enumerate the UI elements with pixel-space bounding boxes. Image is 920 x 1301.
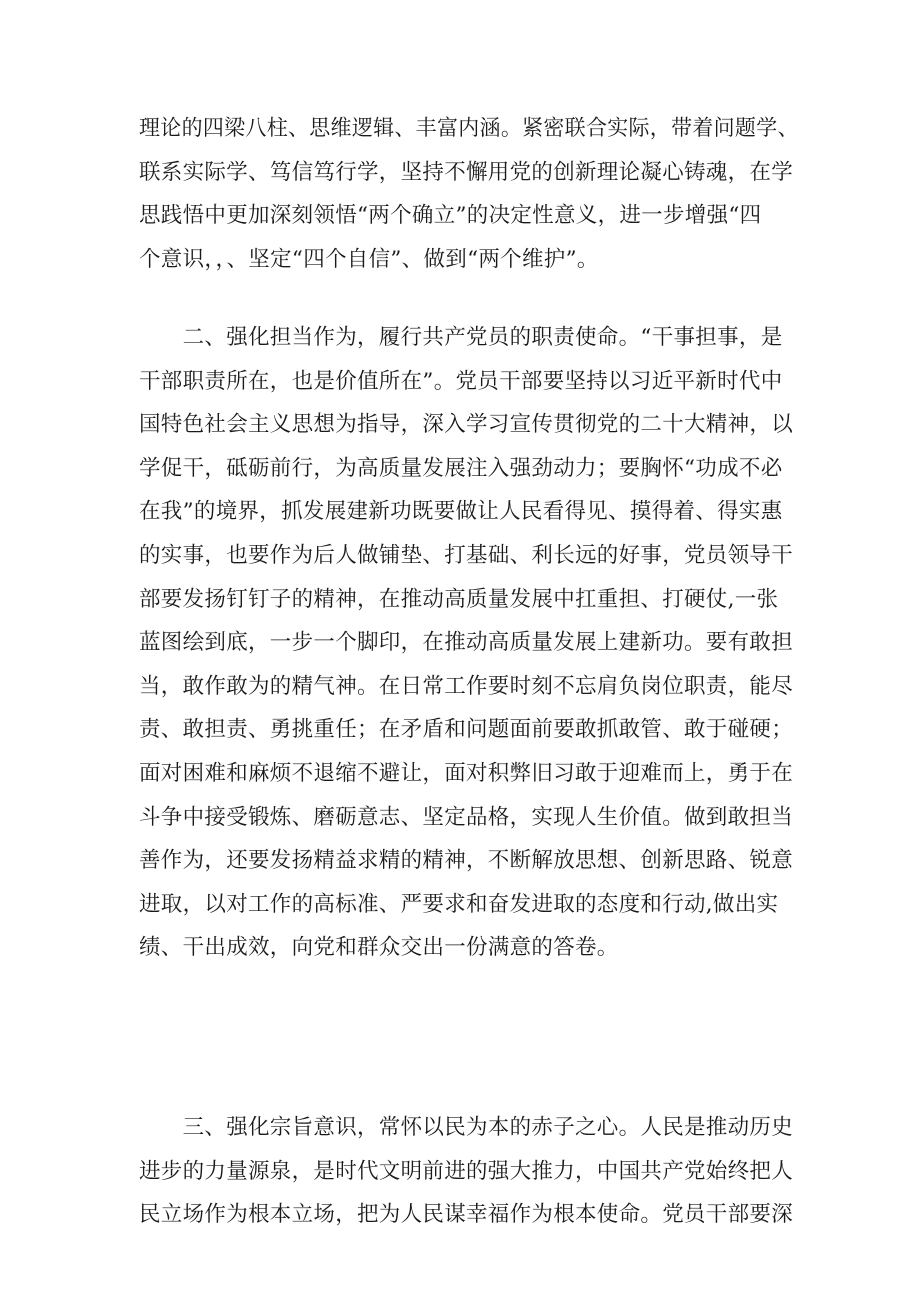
text-line: 干部职责所在，也是价值所在”。党员干部要坚持以习近平新时代中 [139,368,783,394]
text-line: 联系实际学、笃信笃行学，坚持不懈用党的创新理论凝心铸魂，在学 [139,159,794,185]
text-line: 部要发扬钉钉子的精神，在推动高质量发展中扛重担、打硬仗,一张 [139,586,779,612]
text-line: 善作为，还要发扬精益求精的精神，不断解放思想、创新思路、锐意 [139,848,794,874]
text-line: 进步的力量源泉，是时代文明前进的强大推力，中国共产党始终把人 [139,1158,794,1184]
text-line: 斗争中接受锻炼、磨砺意志、坚定品格，实现人生价值。做到敢担当 [139,804,794,830]
text-line: 学促干，砥砺前行，为高质量发展注入强劲动力；要胸怀“功成不必 [139,455,783,481]
text-line: 思践悟中更加深刻领悟“两个确立”的决定性意义，进一步增强“四 [139,203,762,229]
text-line: 蓝图绘到底，一步一个脚印，在推动高质量发展上建新功。要有敢担 [139,630,794,656]
text-line: 进取，以对工作的高标准、严要求和奋发进取的态度和行动,做出实 [139,891,779,917]
text-line: 绩、干出成效，向党和群众交出一份满意的答卷。 [139,935,619,961]
text-line: 国特色社会主义思想为指导，深入学习宣传贯彻党的二十大精神，以 [139,412,794,438]
text-line: 三、强化宗旨意识，常怀以民为本的赤子之心。人民是推动历史 [139,1115,794,1140]
text-line: 理论的四梁八柱、思维逻辑、丰富内涵。紧密联合实际，带着问题学、 [139,116,799,141]
text-line: 二、强化担当作为，履行共产党员的职责使命。“干事担事，是 [139,325,783,350]
text-line: 个意识，，、坚定“四个自信”、做到“两个维护”。 [139,246,599,272]
text-line: 的实事，也要作为后人做铺垫、打基础、利长远的好事，党员领导干 [139,543,794,568]
text-line: 在我”的境界，抓发展建新功既要做让人民看得见、摸得着、得实惠 [139,499,783,525]
text-line: 当，敢作敢为的精气神。在日常工作要时刻不忘肩负岗位职责，能尽 [139,673,794,699]
text-line: 面对困难和麻烦不退缩不避让，面对积弊旧习敢于迎难而上，勇于在 [139,761,794,786]
text-line: 责、敢担责、勇挑重任；在矛盾和问题面前要敢抓敢管、敢于碰硬； [139,717,794,743]
text-line: 民立场作为根本立场，把为人民谋幸福作为根本使命。党员干部要深 [139,1202,794,1228]
